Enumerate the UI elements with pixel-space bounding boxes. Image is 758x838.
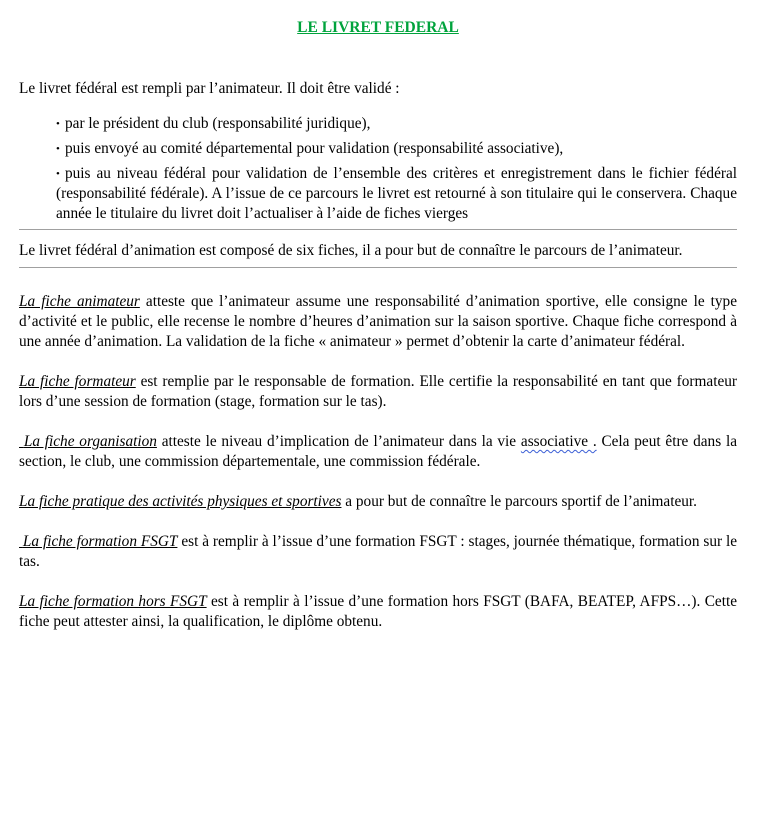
fiche-name-text: La fiche organisation [23,433,157,450]
fiche-name-text: La fiche formation FSGT [22,533,178,550]
validation-steps-list [56,114,737,224]
fiche-description-end: Cela peut être dans la section, le club, une commission départementale, une commission fédérale. [19,433,737,470]
list-item-text: par le président du club (responsabilité juridique), [65,115,371,132]
fiche-name: La fiche formation hors FSGT [19,593,207,610]
bullet-icon: • [56,143,60,155]
bullet-icon: • [56,168,60,180]
fiche-formation-hors-fsgt-paragraph [19,592,737,632]
fiche-name [19,433,157,450]
list-item [56,114,737,134]
fiche-description: est à remplir à l’issue d’une formation hors FSGT (BAFA, BEATEP, AFPS…). Cette fiche peut attester ainsi, la qualification, le diplôme obtenu. [19,593,737,630]
composition-paragraph: Le livret fédéral d’animation est composé de six fiches, il a pour but de connaître le parcours de l’animateur. [19,242,683,259]
list-item-text: puis au niveau fédéral pour validation de l’ensemble des critères et enregistrement dans le fichier fédéral (responsabilité fédérale). A l’issue de ce parcours le livret est retourné à son titulaire qui le conservera. Chaque année le titulaire du livret doit l’actualiser à l’aide de fiches vierges [56,165,737,222]
fiche-name: La fiche animateur [19,293,140,310]
fiche-description: atteste que l’animateur assume une responsabilité d’animation sportive, elle consigne le type d’activité et le public, elle recense le nombre d’heures d’animation sur la saison sportive. Chaque fiche correspond à une année d’animation. La validation de la fiche « animateur » permet d’obtenir la carte d’animateur fédéral. [19,293,737,350]
fiche-formateur-paragraph [19,372,737,412]
list-item-text: puis envoyé au comité départemental pour validation (responsabilité associative), [65,140,564,157]
fiche-pratique-paragraph [19,492,737,512]
fiche-name: La fiche formateur [19,373,136,390]
fiche-description: est remplie par le responsable de formation. Elle certifie la responsabilité en tant que formateur lors d’une session de formation (stage, formation sur le tas). [19,373,737,410]
horizontal-divider [19,229,737,230]
document-page [19,18,737,632]
fiche-formation-fsgt-paragraph [19,532,737,572]
list-item [56,164,737,224]
spellcheck-flagged-word: associative . [520,433,597,450]
document-title: LE LIVRET FEDERAL [297,19,459,36]
bullet-icon: • [56,118,60,130]
fiche-organisation-paragraph [19,432,737,472]
list-item [56,139,737,159]
fiche-name [19,533,177,550]
fiche-name: La fiche pratique des activités physiques et sportives [19,493,342,510]
fiche-description: atteste le niveau d’implication de l’animateur dans la vie [156,433,521,450]
fiche-animateur-paragraph [19,292,737,352]
intro-paragraph: Le livret fédéral est rempli par l’animateur. Il doit être validé : [19,80,400,97]
fiche-description: a pour but de connaître le parcours sportif de l’animateur. [341,493,697,510]
fiche-description: est à remplir à l’issue d’une formation FSGT : stages, journée thématique, formation sur le tas. [19,533,738,570]
horizontal-divider [19,267,737,268]
